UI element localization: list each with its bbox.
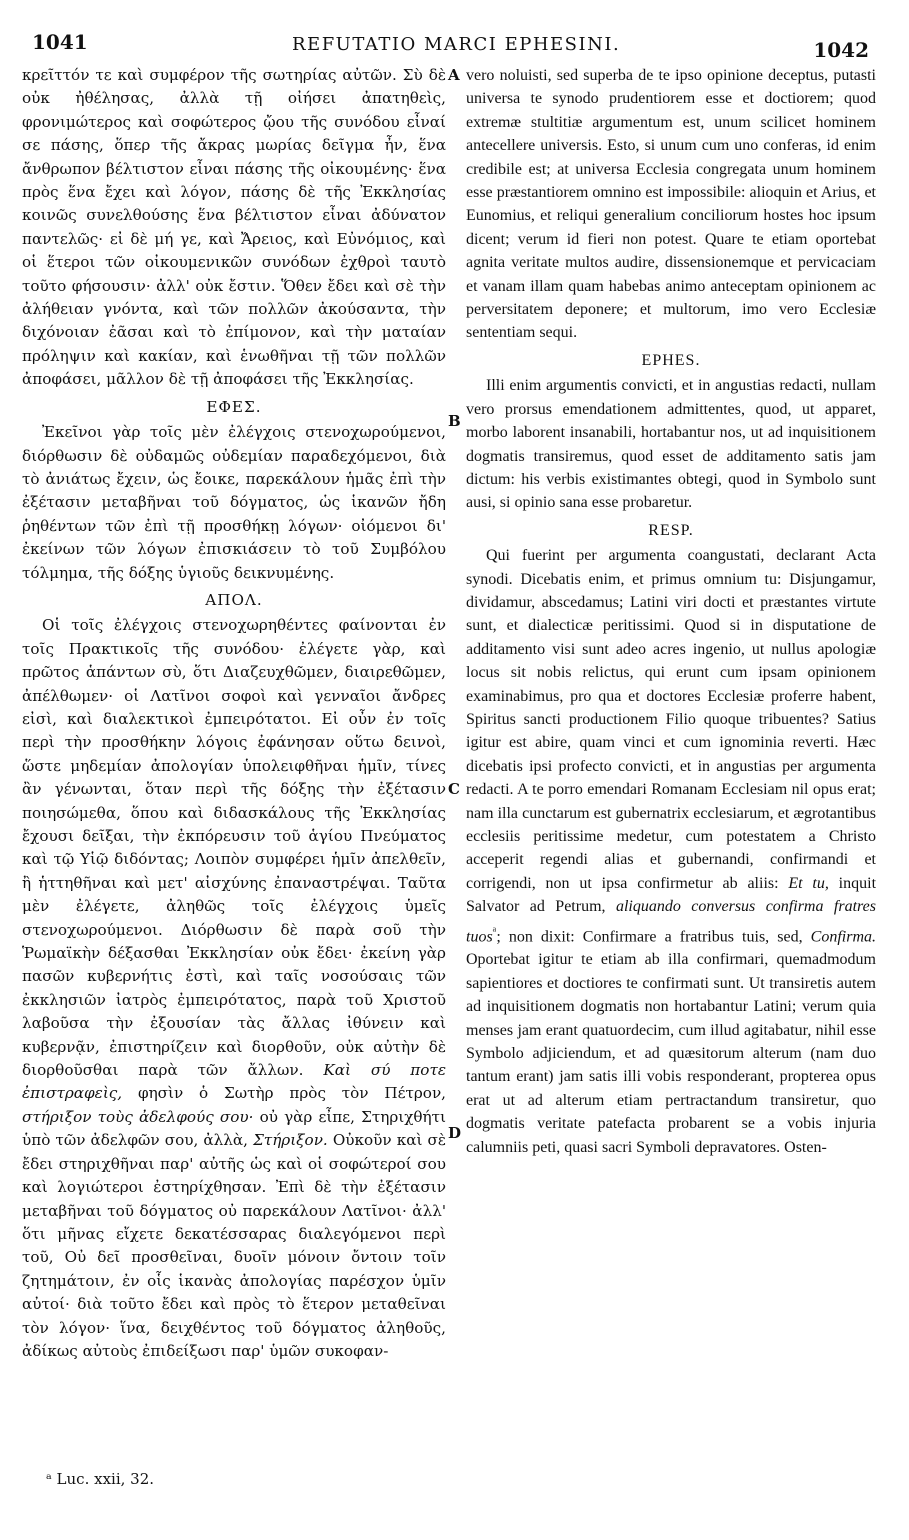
greek-paragraph-2: Ἐκεῖνοι γὰρ τοῖς μὲν ἐλέγχοις στενοχωρούμενοι, διόρθωσιν δὲ οὐδαμῶς οὐδεμίαν παραδεχόμενοι, διὰ τὸ ἀνιάτως ἔχειν, ὡς ἔοικε, παρεκάλουν ἡμᾶς ἐπὶ τὴν ἐξέτασιν μεταβῆναι τοῦ δόγματος, ὡς ἱκανῶν ἤδη ῥηθέντων τῶν ἐπὶ τῇ προσθήκῃ λόγων· οἰόμενοι δι' ἐκείνων τῶν λόγων ἐπισκιάσειν τὸ τοῦ Συμβόλου τόλμημα, τῆς δόξης ὑγιοῦς δεικνυμένης.: [22, 423, 446, 582]
latin-paragraph-3-text: Qui fuerint per argumenta coangustati, declarant Acta synodi. Dicebatis enim, et primus omnium tu: Disjungamur, dividamur, abscedamus; Latini viri docti et præstantes virtute sunt, et dialecticæ peritissimi. Quod si in disputatione de additamento visi sunt adeo acres ingenio, ut nullus apologiæ locus sit nobis relictus, qui erunt cum ipsam opinionem examinabimus, pro qua et doctores Ecclesiæ proferre habent, Spiritus sancti productionem Filio quoque tribuentes? Satius igitur est abire, quam vinci et cum ignominia reverti. Hæc dicebatis ipsi profecto convicti, et in angustias per argumenta redacti. A te porro emendari Romanam Ecclesiam nil opus erat; nam illa cunctarum est gubernatrix ecclesiarum, et ægrotantibus ecclesiis peritissime medetur, cum potestatem a Christo acceperit regendi alias et gubernandi, confirmandi et corrigendi, non ut ipsa confirmetur ab aliis:: [466, 547, 876, 892]
greek-paragraph-1: κρεῖττόν τε καὶ συμφέρον τῆς σωτηρίας αὐτῶν. Σὺ δὲ οὐκ ἠθέλησας, ἀλλὰ τῇ οἰήσει ἀπατηθεὶς, φρονιμώτερος καὶ σοφώτερος ᾤου τῆς συνόδου εἶναί σε πάσης, ὅπερ τῆς ἄκρας μωρίας δεῖγμα ἦν, ἕνα ἄνθρωπον βέλτιστον εἶναι πάσης τῆς οἰκουμένης· ἕνα πρὸς ἕνα ἔχει καὶ λόγον, πάσης δὲ τῆς Ἐκκλησίας κοινῶς συνελθούσης ἕνα βέλτιστον εἶναι ἀδύνατον παντελῶς· εἰ δὲ μή γε, καὶ Ἄρειος, καὶ Εὐνόμιος, καὶ οἱ ἕτεροι τῶν οἰκουμενικῶν συνόδων ἐχθροὶ ταυτὸ τοῦτο φήσουσιν· ἀλλ' οὐκ ἔστιν. Ὅθεν ἔδει καὶ σὲ τὴν ἀλήθειαν γνόντα, καὶ τῶν πολλῶν ἀκούσαντα, τὴν διχόνοιαν ἐᾶσαι καὶ τὸ ἐπίμονον, καὶ τὴν ματαίαν πρόληψιν καὶ κακίαν, καὶ ἑνωθῆναι τῇ τῶν πολλῶν ἀποφάσει, μᾶλλον δὲ τῇ ἀποφάσει τῆς Ἐκκλησίας.: [22, 66, 446, 389]
latin-column: [466, 64, 876, 1159]
running-header: [32, 30, 869, 62]
margin-marker-d: D: [448, 1124, 462, 1142]
greek-paragraph-3-text-b: φησὶν ὁ Σωτὴρ πρὸς τὸν Πέτρον,: [137, 1084, 447, 1103]
greek-paragraph-3-text: Οἱ τοῖς ἐλέγχοις στενοχωρηθέντες φαίνονται ἐν τοῖς Πρακτικοῖς τῆς συνόδου· ἐλέγετε γὰρ, καὶ πρῶτος ἁπάντων σὺ, ὅτι Διαζευχθῶμεν, διαιρεθῶμεν, ἀπέλθωμεν· οἱ Λατῖνοι σοφοὶ καὶ γενναῖοι ἄνδρες εἰσὶ, καὶ διαλεκτικοὶ ἐμπειρότατοι. Εἰ οὖν ἐν τοῖς περὶ τὴν προσθήκην λόγοις ἐφάνησαν οὕτω δεινοὶ, ὥστε μηδεμίαν ἀπολογίαν ὑπολειφθῆναι ἡμῖν, τίνες ἂν γένωνται, ὅταν περὶ τῆς δόξης τὴν ἐξέτασιν ποιησώμεθα, ὅπου καὶ διδασκάλους τῆς Ἐκκλησίας ἔχουσι δεῖξαι, τὴν ἐκπόρευσιν τοῦ ἁγίου Πνεύματος καὶ τῷ Υἱῷ διδόντας; Λοιπὸν συμφέρει ἡμῖν ἀπελθεῖν, ἢ ἡττηθῆναι καὶ μετ' αἰσχύνης ἐπαναστρέψαι. Ταῦτα μὲν ἐλέγετε, ἀληθῶς τοῖς ἐλέγχοις ὑμεῖς στενοχωρούμενοι. Διόρθωσιν δὲ παρὰ σοῦ τὴν Ῥωμαϊκὴν δέξασθαι Ἐκκλησίαν οὐκ ἔδει· ἐκείνη γὰρ πασῶν κυβερνήτις ἐστὶ, καὶ ταῖς νοσούσαις τῶν ἐκκλησιῶν ἰατρὸς ἐμπειρότατος, παρὰ τοῦ Χριστοῦ λαβοῦσα τὴν ἐξουσίαν τὰς ἄλλας ἰθύνειν καὶ κυβερνᾷν, ἐπιστηρίζειν καὶ διορθοῦν, οὐκ αὐτὴν δὲ διορθοῦσθαι παρὰ τῶν ἄλλων.: [22, 616, 446, 1080]
greek-paragraph-3-text-d: Οὐκοῦν καὶ σὲ ἔδει στηριχθῆναι παρ' αὐτῆς ὡς καὶ οἱ σοφώτεροί σου καὶ λογιώτεροι ἐστηρίχθησαν. Ἐπὶ δὲ τὴν ἐξέτασιν μεταβῆναι τοῦ δόγματος οὐ παρεκάλουν Λατῖνοι· ἀλλ' ὅτι μῆνας εἴχετε δεκατέσσαρας διαλεγόμενοι περὶ τοῦ, Οὐ δεῖ προσθεῖναι, δυοῖν μόνοιν ὄντοιν τοῖν ζητημάτοιν, ἐν οἷς ἱκανὰς ἀπολογίας παρέσχον ὑμῖν αὐτοί· διὰ τοῦτο ἔδει καὶ πρὸς τὸ ἕτερον μεταθεῖναι τὸν λόγον· ἵνα, δειχθέντος τοῦ δόγματος ἀληθοῦς, ἀδίκως αὐτοὺς ἐπιδείξωσι παρ' ὑμῶν συκοφαν-: [22, 1131, 446, 1360]
greek-quote-3: Στήριξον.: [253, 1131, 328, 1150]
page-number-right: 1042: [813, 38, 869, 62]
latin-quote-2: aliquando conversus confirma fratres tuos: [466, 898, 876, 945]
latin-paragraph-3: [466, 544, 876, 1159]
running-title: REFUTATIO MARCI EPHESINI.: [292, 34, 621, 55]
margin-marker-b: B: [448, 412, 461, 430]
margin-marker-c: C: [448, 780, 460, 798]
margin-marker-a: A: [448, 66, 460, 84]
latin-paragraph-3-text-c: ; non dixit: Confirmare a fratribus tuis, sed,: [496, 927, 803, 945]
latin-quote-1: Et tu,: [788, 874, 829, 892]
greek-heading-ephes: ΕΦΕΣ.: [206, 397, 262, 416]
latin-paragraph-3-text-d: Oportebat igitur te etiam ab illa confirmari, quemadmodum sapientiores et doctiores te confirmati sunt. Ut transiretis autem ad inquisitionem dogmatis non hortabantur Latini; verum quia menses jam erant quatuordecim, cum illud agitabatur, nihil esse Symbolo adjiciendum, et ad quæsitorum alterum (nam duo tantum erant) jam satis illi vobis responderant, propterea opus erat ut ad alterum etiam pertractandum transiretur, quo dogmatis veritate patefacta probarent se a vobis injuria calumniis peti, quasi sacri Symboli depravatores. Osten-: [466, 951, 876, 1156]
footnote-ref: ᵃ: [492, 922, 497, 938]
greek-column: [22, 64, 446, 1363]
greek-quote-2: στήριξον τοὺς ἀδελφούς σου·: [22, 1107, 254, 1126]
greek-heading-apol: ΑΠΟΛ.: [205, 590, 263, 609]
latin-paragraph-2: Illi enim argumentis convicti, et in angustias redacti, nullam vero prorsus emendationem admittentes, quod, ut apparet, morbo laborent insanabili, hortabantur nos, ut ad inquisitionem dogmatis transiremus, quod esset de additamento satis jam dictum: his verbis existimantes obtegi, quod in Symbolo sunt ausi, si opinio sana esse probaretur.: [466, 377, 876, 512]
greek-quote-1: Καὶ σύ ποτε ἐπιστραφεὶς,: [22, 1061, 446, 1103]
latin-paragraph-3-text-b: inquit Salvator ad Petrum,: [466, 874, 877, 916]
latin-paragraph-1: vero noluisti, sed superba de te ipso opinione deceptus, putasti universa te synodo prudentiorem esse et doctiorem; quod extremæ stultitiæ argumentum est, unum scilicet hominem antecellere universis. Esto, si unum cum uno conferas, id enim credibile est; at universa Ecclesia congregata unum hominem esse præstantiorem omnino est impossibile: alioquin et Arius, et Eunomius, et reliqui generalium conciliorum hostes hoc ipsum dicent; verum id fieri non potest. Quare te etiam oportebat agnita veritate multos audire, dissensionemque et pervicaciam et vanam illam quam habebas animo anteceptam opinionem ac perversitatem deponere; et multorum, imo vero Ecclesiæ sententiam sequi.: [466, 67, 876, 342]
greek-paragraph-3: [22, 614, 446, 1363]
page-number-left: 1041: [32, 30, 88, 54]
latin-heading-ephes: EPHES.: [641, 351, 701, 369]
latin-quote-3: Confirma.: [810, 927, 876, 945]
greek-paragraph-3-text-c: οὐ γὰρ εἶπε, Στηριχθήτι ὑπὸ τῶν ἀδελφῶν σου, ἀλλὰ,: [22, 1107, 447, 1150]
latin-heading-resp: RESP.: [648, 521, 694, 539]
footnote: ᵃ Luc. xxii, 32.: [46, 1470, 155, 1488]
